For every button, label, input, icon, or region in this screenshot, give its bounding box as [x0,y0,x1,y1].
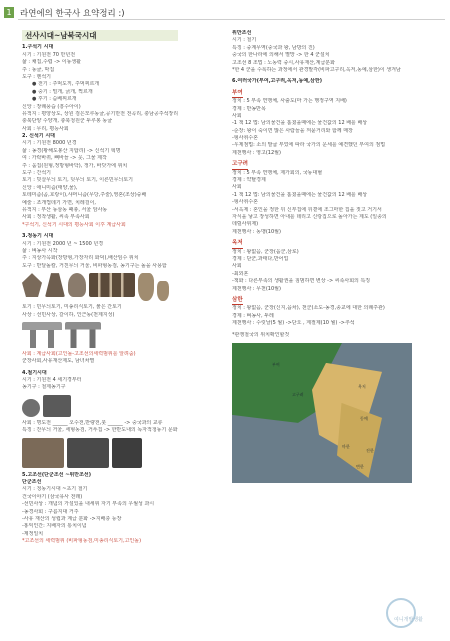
coin-image [22,399,40,417]
text-line: 정치 : 5 부족 연맹체, 제가회의, 국동대혈 [232,169,323,176]
iron-section [22,370,227,468]
wiman-section [232,30,437,74]
text-line: 도구 : 반달돌칼, 거친무늬 거울, 비파형동검, 농기구는 돌을 사용함 [22,262,167,269]
text-line: 사회 : 정착생활, 씨족 부족사회 [22,214,90,221]
bronze-heading: 3.청동기 시대 [22,233,54,240]
text-line: 삶 : 농경(황해도봉산 지탑리) -> 신석기 혁명 [22,147,121,154]
pottery-image [157,281,169,301]
text-line: 군장사회,사유재산제도, 남녀차별 [22,358,95,365]
header [0,0,450,22]
text-line: 정치 : 왕없음, 군장(신지,읍차), 천군(소도-농경,종교에 대한 의례주관) [232,305,385,312]
okjeo-section [232,236,437,293]
text-line: *구석기, 신석기 시대의 평등사회 이후 계급사회 [22,221,126,228]
text-line: -책화 : 다른부족의 생활권을 침범하면 변상 -> 씨족사회의 특징 [232,278,371,285]
text-line: 시기 : 기원전 2000 년 ~ 1500 년경 [22,240,104,247]
map-label: 동예 [360,415,368,421]
buyeo-section [232,86,437,158]
bronze-section [22,233,227,366]
text-line: -순장: 왕이 죽이면 많은 사람들을 껴묻거리와 함께 매장 [232,127,353,134]
text-line: 건국이야기 (삼국유사 전래) [22,493,83,500]
paleolithic-section [22,44,227,133]
right-column [232,30,437,483]
text-line: 사회 [232,263,242,270]
text-line: -사유 재산의 성립과 계급 분화 ->지배층 등장 [22,515,122,522]
buyeo-title: 부여 [232,90,243,98]
text-line: -최외혼 [232,270,249,277]
text-line: 데릴사위제) [232,221,259,228]
map-label: 진한 [366,447,374,453]
map-label: 부여 [272,361,280,367]
document-title: 라연에의 한국사 요약정리 :) [20,9,125,19]
text-line: 사회 : 계급사회(고인돌-고조선의세력범위를 알려줌) [22,350,136,357]
text-line: *고조선의 세력범위 (비파형동검,미송리식토기,고인돌) [22,538,142,545]
gojoseon-heading: 5.고조선(단군조선 ~위만조선) [22,471,92,478]
text-line: 삶 : 채집,수렵 -> 이동생활 [22,59,82,66]
samhan-section [232,293,437,328]
text-line: 경제 : 약탈경제 [232,177,266,184]
dolmen-image [22,322,62,348]
text-line: 시기 : 기원전 8000 년경 [22,140,77,147]
artifact-image [67,438,109,468]
neolithic-heading: 2. 신석기 시대 [22,133,56,140]
map-label: 옥저 [358,383,366,389]
text-line: *한 4 군을 수록하는 과정에서 관경발각(비파고구리,옥저,동예,삼한)이 생겨남 [232,66,401,73]
ancient-states-map [232,343,412,483]
iron-tool-images [22,438,227,468]
text-line: ● 후기 : 슴베찌르개 [32,96,77,103]
text-line: ● 중기 : 밀개, 긁개, 찍르개 [32,88,93,95]
text-line: 중국의 한나라에 의해서 멸망 -> 한 4 군설치 [232,52,330,59]
map-label: 마한 [342,443,350,449]
text-line: 도구 : 뗀석기 [22,73,52,80]
bronze-dagger-image [68,273,86,297]
bronze-mirror-image [45,273,65,297]
text-line: 시기 : 청동기시대 ~초기 철기 [22,486,88,493]
dolmen-images [22,322,227,348]
text-line: 신앙 : 장례풍습 (흥수아이) [22,103,81,110]
text-line: 토기 : 빗살무늬 토기, 덧무늬 토기, 이른민무늬토기 [22,177,134,184]
pottery-image [138,273,154,301]
mold-image [43,395,71,417]
text-line: 충북단양 수양개, 충북청원군 두루봉 동굴 [22,118,113,125]
samhan-title: 삼한 [232,297,243,305]
text-line: 주 : 지상가옥화(장방형,가장자리 화덕),배산임수 위치 [22,255,139,262]
text-line: 주 : 동굴, 막집 [22,66,55,73]
text-line: -1 책 12 법: 남의물건을 훔쳤을때에는 물건값의 12 배를 배상 [232,191,368,198]
text-line: 시기 : 기원전 70 만년전 [22,51,76,58]
text-line: 유적지 : 평양상도, 상원 검은모루동굴,공기만전 전곡리, 충남공주석장리 [22,110,179,117]
text-line: 정치 : 왕없음, 군장(읍군,삼로) [232,248,299,255]
paleolithic-heading: 1.구석기 시대 [22,44,54,51]
text-line: 시기 : 기원전 4 세기경부터 [22,377,82,384]
map-label: 고구려 [292,391,304,397]
text-line: 신앙 : 애니미즘(태양,물), [22,184,78,191]
text-line: -1 책 12 법: 남의물건을 훔쳤을때에는 물건값의 12 배를 배상 [232,120,368,127]
map-caption: *관쟁철국의 위치확인할것 [232,331,290,338]
text-line: 제천행사 : 무천(10월) [232,285,281,292]
text-line: 경제 : 단군,과태다,반어업 [232,255,289,262]
goguryeo-title: 고구려 [232,161,248,169]
page-number-badge: 1 [4,7,14,18]
text-line: 제천행사 : 수릿날(5 월) ->단오 , 계절제(10 월) ->추석 [232,320,355,327]
text-line: 도구 : 간석기 [22,170,52,177]
text-line: 정치 : 5 부족 연맹체, 사출도(마 가는 행정구역 지배) [232,98,347,105]
text-line: 삶 : 벼농사 시작 [22,247,58,254]
goguryeo-section [232,157,437,236]
watermark-text: 여니개발생활 [394,617,423,623]
text-line: -선민사상 : 개념의 가설있을 내세위 자기 부족의 우월성 과시 [22,501,155,508]
bronze-artifact-images [22,273,227,301]
text-line: -서옥제 : 혼인을 정한 뒤 신부집에 뒤곁에 조그마한 집을 짓고 거기서 [232,206,382,213]
text-line: -농경사회 : 구름지대 거주 [22,508,79,515]
text-line: ● 전기 : 주먹도끼, 주먹찌르개 [32,81,100,88]
text-line: 여 : 가락바퀴, 뼈바늘 -> 옷, 그물 제작 [22,155,107,162]
iron-heading: 4.철기시대 [22,369,47,376]
stone-knife-image [22,273,42,297]
artifact-image [22,438,64,468]
wiman-heading: 위만조선 [232,30,252,36]
section-title: 선사시대~남북국시대 [22,30,178,41]
text-line: 시기 : 철기 [232,37,257,44]
text-line: 사회 [232,184,242,191]
text-line: 특징 : 잔무늬 거울, 세형동검, 거푸집 -> 한반도내의 독자적청동기 문화 [22,427,178,434]
watermark-circle-icon [386,598,416,628]
text-line: 토기 : 민무늬토기, 미송리식토기, 붉은 간토기 [22,304,122,311]
text-line: 예술 : 조개껍데기 가면, 치레걸이, [22,199,97,206]
text-line: 사회 : 무리, 평등사회 [22,125,69,132]
text-line: 고조선 8 조법 : 노동력 중시,사유재산,계급분화 [232,59,335,66]
text-line: 경제 : 벼농사, 두레 [232,312,274,319]
text-line: 주 : 움집(원형,정방형바닥), 정가, 바닷가에 위치 [22,162,128,169]
blog-watermark [386,598,444,636]
text-line: 사회 [232,112,242,119]
text-line: -우제점법: 소의 발굽 부었에 따라 국가의 운세를 예견했던 부여의 점법 [232,142,386,149]
states-heading: 6.여러국가(부여,고구려,옥저,동예,삼한) [232,78,322,85]
dolmen-image [65,322,101,348]
text-line: 경제 : 반농반목 [232,105,266,112]
artifact-image [112,438,142,468]
text-line: 제천행사 : 동맹(10월) [232,228,281,235]
text-line: 자식을 낳고 장성하면 아내를 데리고 신랑집으로 돌아가는 제도 (일종의 [232,214,387,221]
text-line: 사회 : 명도전 ______ 오수전,반량전,붓 ______ -> 중국과의 교류 [22,419,163,426]
text-line: 농기구 : 철제농기구 [22,384,66,391]
neolithic-section [22,133,227,229]
text-line: -형사취수혼 [232,199,258,206]
map-label: 변한 [356,463,364,469]
text-line: 특징 : 중계무역(중국과 왕, 남방의 진) [232,44,315,51]
text-line: -홍익인간: 지배자의 통치이념 [22,523,87,530]
text-line: 토테미즘(곰,호랑이),샤머니즘(무당,주술),영혼(조상)숭배 [22,192,147,199]
text-line: -형사취수혼 [232,135,258,142]
text-line: -제정일치 [22,530,44,537]
left-column [22,30,227,546]
text-line: 사상 : 선민사상, 갈이하, 인근동(천제지성) [22,311,115,318]
okjeo-title: 옥저 [232,240,243,248]
text-line: 제천행사 : 영고(12월) [232,149,281,156]
text-line: 유적지 : 부산 동삼동 패총, 서울 암사동 [22,207,108,213]
gojoseon-subheading: 단군조선 [22,479,42,486]
farming-tools-image [89,273,135,297]
gojoseon-section [22,472,227,546]
iron-artifact-images [22,395,227,417]
header-divider [18,19,445,20]
